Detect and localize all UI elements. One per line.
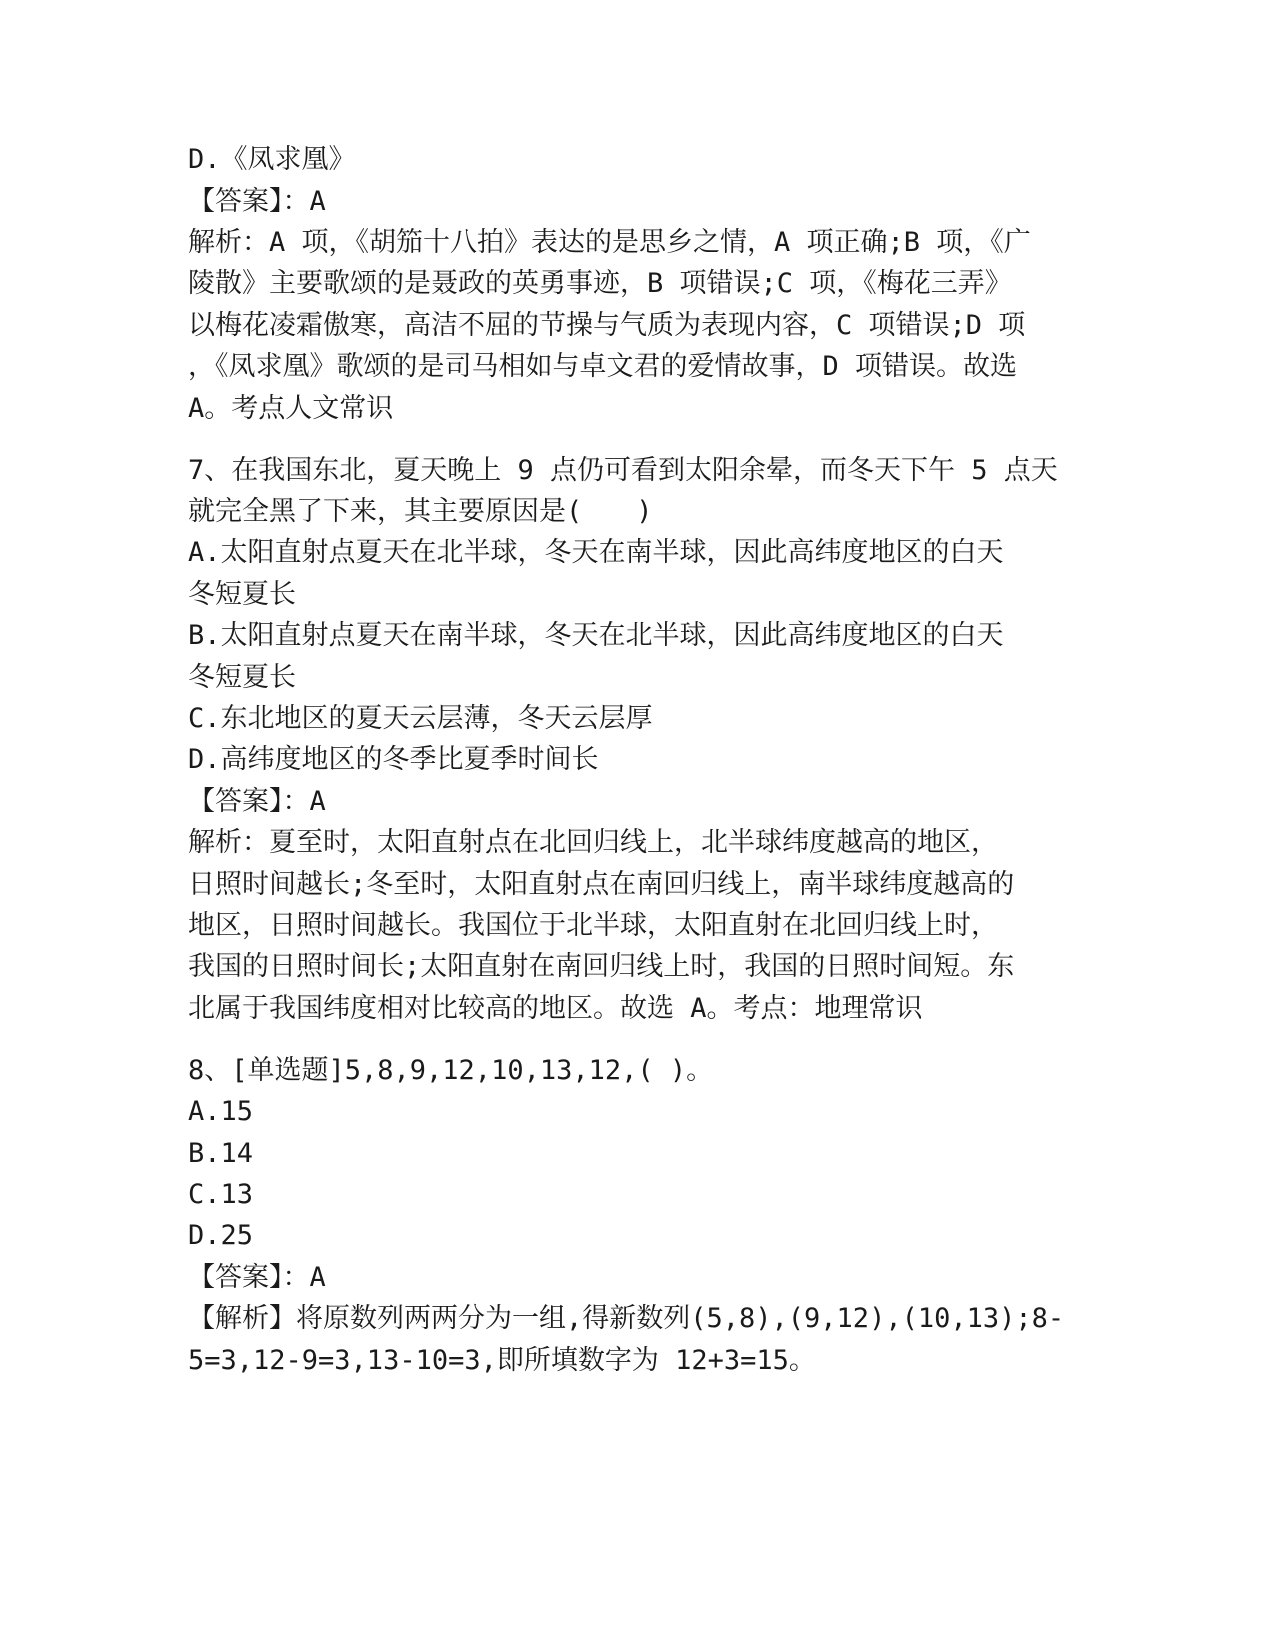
q8-analysis-line: 5=3,12-9=3,13-10=3,即所填数字为 12+3=15。 xyxy=(188,1345,816,1376)
q7-analysis-line: 解析：夏至时，太阳直射点在北回归线上，北半球纬度越高的地区， xyxy=(188,827,998,858)
q6-analysis-line: 解析：A 项，《胡笳十八拍》表达的是思乡之情，A 项正确;B 项，《广 xyxy=(188,227,1031,258)
q7-analysis-line: 日照时间越长;冬至时，太阳直射点在南回归线上，南半球纬度越高的 xyxy=(188,869,1015,900)
q8-option-d: D.25 xyxy=(188,1220,254,1251)
q7-option-c: C.东北地区的夏天云层薄，冬天云层厚 xyxy=(188,703,653,734)
q8-option-a: A.15 xyxy=(188,1096,254,1127)
q7-stem-line: 就完全黑了下来，其主要原因是( ) xyxy=(188,496,653,527)
q7-answer: 【答案】：A xyxy=(188,786,326,817)
q7-analysis-line: 地区，日照时间越长。我国位于北半球，太阳直射在北回归线上时， xyxy=(188,910,998,941)
q6-analysis-line: 以梅花凌霜傲寒，高洁不屈的节操与气质为表现内容，C 项错误;D 项 xyxy=(188,310,1026,341)
q6-analysis-line: ，《凤求凰》歌颂的是司马相如与卓文君的爱情故事，D 项错误。故选 xyxy=(188,351,1018,382)
q7-analysis-line: 我国的日照时间长;太阳直射在南回归线上时，我国的日照时间短。东 xyxy=(188,951,1015,982)
q8-option-c: C.13 xyxy=(188,1179,254,1210)
q7-option-b-line: 冬短夏长 xyxy=(188,662,296,693)
q7-option-d: D.高纬度地区的冬季比夏季时间长 xyxy=(188,744,599,775)
q7-option-b-line: B.太阳直射点夏天在南半球，冬天在北半球，因此高纬度地区的白天 xyxy=(188,620,1004,651)
q8-stem: 8、[单选题]5,8,9,12,10,13,12,( )。 xyxy=(188,1055,714,1086)
q6-analysis-line: 陵散》主要歌颂的是聂政的英勇事迹，B 项错误;C 项，《梅花三弄》 xyxy=(188,268,1012,299)
q8-option-b: B.14 xyxy=(188,1138,254,1169)
q7-option-a-line: A.太阳直射点夏天在北半球，冬天在南半球，因此高纬度地区的白天 xyxy=(188,537,1004,568)
q8-answer: 【答案】：A xyxy=(188,1262,326,1293)
q6-analysis-line: A。考点人文常识 xyxy=(188,393,394,424)
q6-answer: 【答案】：A xyxy=(188,186,326,217)
q7-stem-line: 7、在我国东北，夏天晚上 9 点仍可看到太阳余晕，而冬天下午 5 点天 xyxy=(188,455,1058,486)
q7-option-a-line: 冬短夏长 xyxy=(188,579,296,610)
q8-analysis-line: 【解析】将原数列两两分为一组,得新数列(5,8),(9,12),(10,13);8- xyxy=(188,1303,1065,1334)
q7-analysis-line: 北属于我国纬度相对比较高的地区。故选 A。考点：地理常识 xyxy=(188,993,923,1024)
q6-option-d: D.《凤求凰》 xyxy=(188,144,356,175)
